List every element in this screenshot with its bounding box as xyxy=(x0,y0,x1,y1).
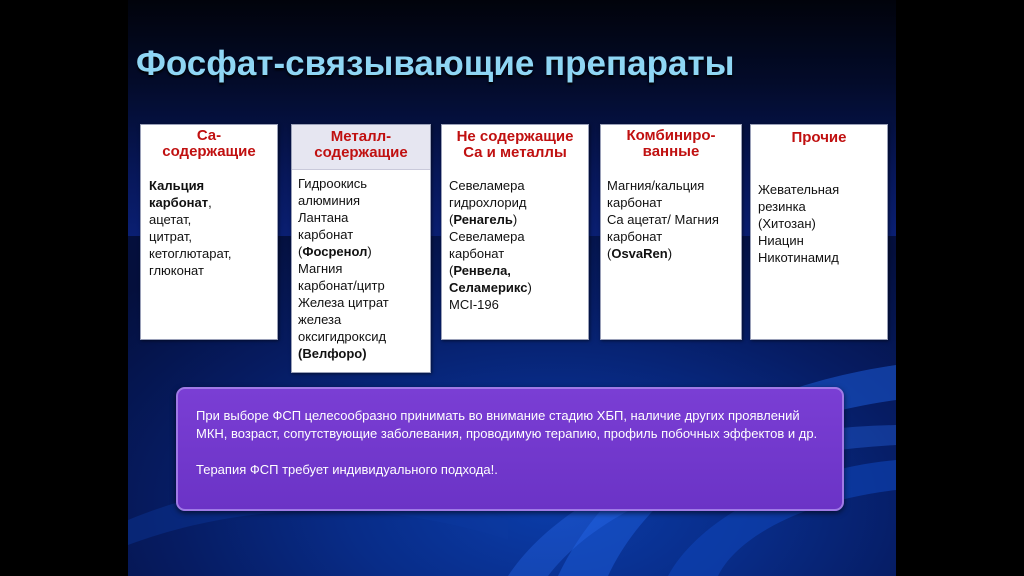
card-text-segment: Севеламера гидрохлорид ( xyxy=(449,178,527,227)
card-text-segment: Ренвела, Селамерикс xyxy=(449,263,528,295)
card-header: Прочие xyxy=(791,129,847,146)
card-header: Ca- содержащие xyxy=(162,127,256,160)
card-text-segment: (Велфоро) xyxy=(298,346,367,361)
card-text-segment: OsvaRen xyxy=(611,246,668,261)
card-text-segment: Кальция карбонат xyxy=(149,178,209,210)
card-header: Металл- содержащие xyxy=(292,125,430,170)
card-body xyxy=(298,175,428,362)
note-paragraph: Терапия ФСП требует индивидуального подхода!. xyxy=(196,462,498,477)
card-text-segment: ) Севеламера карбонат ( xyxy=(449,212,525,278)
note-paragraph: При выборе ФСП целесообразно принимать во внимание стадию ХБП, наличие других проявлений МКН, возраст, сопутствующие заболевания, проводимую терапию, профиль побочных эффектов и др. xyxy=(196,408,818,441)
card-text-segment: ) xyxy=(667,246,673,261)
card-text-segment: ) Магния карбонат/цитр Железа цитрат железа оксигидроксид xyxy=(298,244,389,344)
card-text-segment: Фосренол xyxy=(302,244,368,259)
card-body xyxy=(449,177,585,313)
card-text-segment: Гидроокись алюминия Лантана карбонат ( xyxy=(298,176,368,259)
card-header: Комбиниро- ванные xyxy=(626,127,716,160)
card-metal-containing xyxy=(291,124,431,373)
card-text-segment: Жевательная резинка (Хитозан) Ниацин Никотинамид xyxy=(758,182,840,265)
card-text-segment: Ренагель xyxy=(453,212,513,227)
note-box xyxy=(176,387,844,511)
card-text-segment: ) MCI-196 xyxy=(449,280,532,312)
card-body xyxy=(149,177,273,279)
card-body xyxy=(758,181,884,266)
card-header: Не содержащие Ca и металлы xyxy=(456,128,574,161)
card-no-ca-no-metal xyxy=(441,124,589,340)
slide-title: Фосфат-связывающие препараты xyxy=(136,44,735,83)
card-combined xyxy=(600,124,742,340)
card-body xyxy=(607,177,741,262)
card-text-segment: Магния/кальция карбонат Ca ацетат/ Магния карбонат ( xyxy=(607,178,719,261)
card-text-segment: , ацетат, цитрат, кетоглютарат, глюконат xyxy=(149,195,232,278)
card-ca-containing xyxy=(140,124,278,340)
card-other xyxy=(750,124,888,340)
